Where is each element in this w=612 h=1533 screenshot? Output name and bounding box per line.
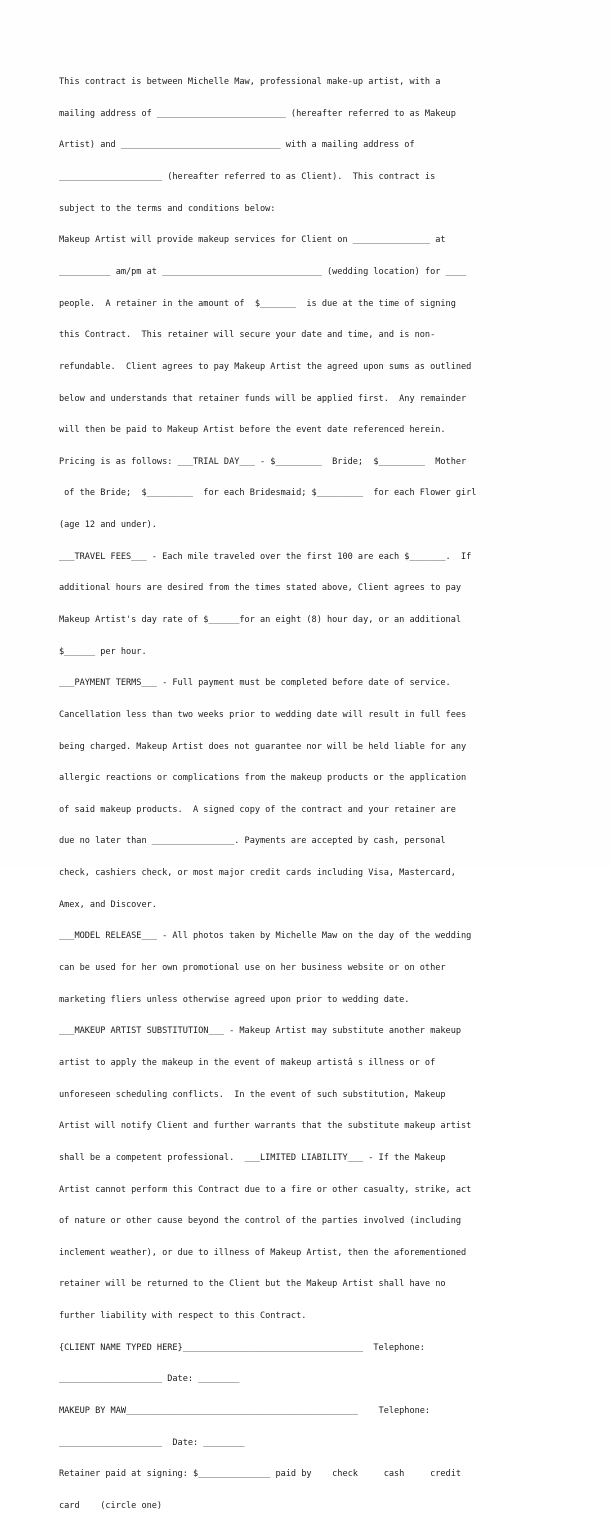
- contract-line: ___TRAVEL FEES___ - Each mile traveled over the first 100 are each $_______. If: [59, 551, 472, 562]
- contract-line: allergic reactions or complications from the makeup products or the application: [59, 773, 467, 784]
- contract-line: ___MODEL RELEASE___ - All photos taken by Michelle Maw on the day of the wedding: [59, 931, 472, 942]
- contract-line: due no later than ________________. Payments are accepted by cash, personal: [59, 836, 446, 847]
- contract-line: ____________________ Date: ________: [59, 1437, 245, 1448]
- contract-line: Makeup Artist's day rate of $______for an eight (8) hour day, or an additional: [59, 614, 462, 625]
- contract-line: {CLIENT NAME TYPED HERE}___________________________________ Telephone:: [59, 1342, 425, 1353]
- contract-line: of nature or other cause beyond the control of the parties involved (including: [59, 1216, 462, 1227]
- contract-line: unforeseen scheduling conflicts. In the event of such substitution, Makeup: [59, 1089, 446, 1100]
- contract-line: Artist cannot perform this Contract due to a fire or other casualty, strike, act: [59, 1184, 472, 1195]
- contract-line: shall be a competent professional. ___LIMITED LIABILITY___ - If the Makeup: [59, 1152, 446, 1163]
- contract-line: marketing fliers unless otherwise agreed upon prior to wedding date.: [59, 994, 410, 1005]
- contract-line: check, cashiers check, or most major credit cards including Visa, Mastercard,: [59, 868, 456, 879]
- contract-line: below and understands that retainer funds will be applied first. Any remainder: [59, 393, 467, 404]
- contract-line: ____________________ Date: ________: [59, 1374, 240, 1385]
- contract-line: will then be paid to Makeup Artist before the event date referenced herein.: [59, 425, 446, 436]
- contract-text: [59, 56, 551, 1533]
- contract-line: of the Bride; $_________ for each Bridesmaid; $_________ for each Flower girl: [59, 488, 477, 499]
- contract-line: further liability with respect to this Contract.: [59, 1311, 307, 1322]
- contract-line: mailing address of _________________________ (hereafter referred to as Makeup: [59, 108, 456, 119]
- contract-line: Amex, and Discover.: [59, 899, 157, 910]
- contract-line: ___PAYMENT TERMS___ - Full payment must be completed before date of service.: [59, 678, 451, 689]
- contract-line: can be used for her own promotional use on her business website or on other: [59, 963, 446, 974]
- contract-line: Artist) and _______________________________ with a mailing address of: [59, 140, 415, 151]
- contract-line: Retainer paid at signing: $______________ paid by check cash credit: [59, 1469, 462, 1480]
- contract-line: ____________________ (hereafter referred to as Client). This contract is: [59, 172, 436, 183]
- contract-line: artist to apply the makeup in the event of makeup artistâ s illness or of: [59, 1057, 436, 1068]
- contract-line: ___MAKEUP ARTIST SUBSTITUTION___ - Makeup Artist may substitute another makeup: [59, 1026, 462, 1037]
- contract-line: people. A retainer in the amount of $_______ is due at the time of signing: [59, 298, 456, 309]
- contract-line: inclement weather), or due to illness of Makeup Artist, then the aforementioned: [59, 1247, 467, 1258]
- contract-line: MAKEUP BY MAW_____________________________________________ Telephone:: [59, 1406, 431, 1416]
- contract-line: of said makeup products. A signed copy of the contract and your retainer are: [59, 804, 456, 815]
- contract-line: This contract is between Michelle Maw, professional make-up artist, with a: [59, 77, 441, 88]
- contract-line: subject to the terms and conditions below:: [59, 203, 276, 214]
- contract-line: this Contract. This retainer will secure your date and time, and is non-: [59, 330, 436, 341]
- contract-line: Artist will notify Client and further warrants that the substitute makeup artist: [59, 1121, 472, 1132]
- contract-line: __________ am/pm at _______________________________ (wedding location) for ____: [59, 266, 467, 277]
- contract-line: retainer will be returned to the Client but the Makeup Artist shall have no: [59, 1279, 446, 1290]
- contract-line: Cancellation less than two weeks prior to wedding date will result in full fees: [59, 709, 467, 720]
- contract-line: card (circle one): [59, 1500, 163, 1511]
- contract-line: $______ per hour.: [59, 646, 147, 657]
- contract-line: Pricing is as follows: ___TRIAL DAY___ - $_________ Bride; $_________ Mother: [59, 456, 467, 467]
- contract-line: being charged. Makeup Artist does not guarantee nor will be held liable for any: [59, 741, 467, 752]
- contract-line: (age 12 and under).: [59, 520, 157, 531]
- contract-line: refundable. Client agrees to pay Makeup Artist the agreed upon sums as outlined: [59, 361, 472, 372]
- contract-line: additional hours are desired from the times stated above, Client agrees to pay: [59, 583, 462, 594]
- contract-line: Makeup Artist will provide makeup services for Client on _______________ at: [59, 235, 446, 246]
